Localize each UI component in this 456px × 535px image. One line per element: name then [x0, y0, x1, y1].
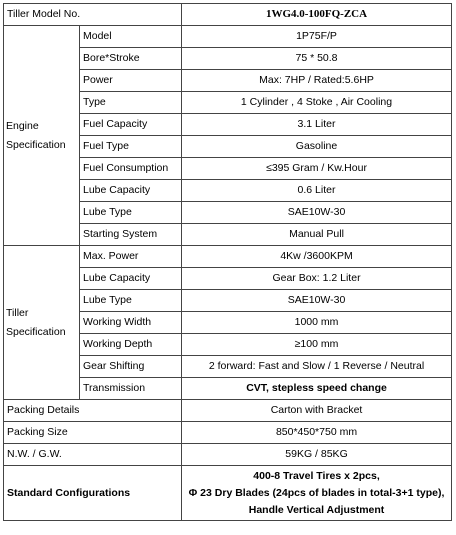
row-value	[182, 466, 452, 521]
row-label: Max. Power	[80, 246, 182, 268]
group-label-line: Tiller	[6, 307, 29, 320]
row-label: N.W. / G.W.	[4, 444, 182, 466]
table-row	[4, 26, 452, 48]
group-label-tiller	[4, 246, 80, 400]
row-value: ≥100 mm	[182, 334, 452, 356]
row-value: 1 Cylinder , 4 Stoke , Air Cooling	[182, 92, 452, 114]
table-row	[4, 246, 452, 268]
row-value: 3.1 Liter	[182, 114, 452, 136]
row-value: Max: 7HP / Rated:5.6HP	[182, 70, 452, 92]
row-label: Gear Shifting	[80, 356, 182, 378]
table-row-packing-details	[4, 400, 452, 422]
group-label-line: Engine	[6, 120, 39, 133]
table-row-model	[4, 4, 452, 26]
row-label: Bore*Stroke	[80, 48, 182, 70]
row-label: Starting System	[80, 224, 182, 246]
row-label: Fuel Consumption	[80, 158, 182, 180]
row-value: 75 * 50.8	[182, 48, 452, 70]
row-value: Gear Box: 1.2 Liter	[182, 268, 452, 290]
row-value: CVT, stepless speed change	[182, 378, 452, 400]
row-label: Power	[80, 70, 182, 92]
table-row-packing-size	[4, 422, 452, 444]
row-label: Working Width	[80, 312, 182, 334]
row-label: Fuel Capacity	[80, 114, 182, 136]
row-label: Type	[80, 92, 182, 114]
row-value: 850*450*750 mm	[182, 422, 452, 444]
row-value: 1WG4.0-100FQ-ZCA	[182, 4, 452, 26]
row-value: Gasoline	[182, 136, 452, 158]
group-label-line: Specification	[6, 325, 66, 338]
row-value: 0.6 Liter	[182, 180, 452, 202]
group-label-line: Specification	[6, 138, 66, 151]
table-row-weight	[4, 444, 452, 466]
row-value: 59KG / 85KG	[182, 444, 452, 466]
row-value: Manual Pull	[182, 224, 452, 246]
row-value: 4Kw /3600KPM	[182, 246, 452, 268]
row-value: Carton with Bracket	[182, 400, 452, 422]
row-label: Transmission	[80, 378, 182, 400]
row-label: Standard Configurations	[4, 466, 182, 521]
row-value: SAE10W-30	[182, 202, 452, 224]
row-value: 1P75F/P	[182, 26, 452, 48]
row-value: SAE10W-30	[182, 290, 452, 312]
row-label: Lube Type	[80, 202, 182, 224]
table-row-standard-config	[4, 466, 452, 521]
row-label: Working Depth	[80, 334, 182, 356]
row-label: Lube Capacity	[80, 180, 182, 202]
spec-table	[3, 3, 452, 521]
config-line: Handle Vertical Adjustment	[248, 503, 385, 516]
row-label: Lube Capacity	[80, 268, 182, 290]
row-label: Model	[80, 26, 182, 48]
row-label: Packing Details	[4, 400, 182, 422]
row-label: Fuel Type	[80, 136, 182, 158]
config-line: Φ 23 Dry Blades (24pcs of blades in total-3+1 type),	[188, 486, 445, 499]
group-label-engine	[4, 26, 80, 246]
config-line: 400-8 Travel Tires x 2pcs,	[253, 470, 380, 482]
row-value: ≤395 Gram / Kw.Hour	[182, 158, 452, 180]
row-label: Lube Type	[80, 290, 182, 312]
row-label: Packing Size	[4, 422, 182, 444]
row-value: 1000 mm	[182, 312, 452, 334]
row-label: Tiller Model No.	[4, 4, 182, 26]
row-value: 2 forward: Fast and Slow / 1 Reverse / Neutral	[182, 356, 452, 378]
